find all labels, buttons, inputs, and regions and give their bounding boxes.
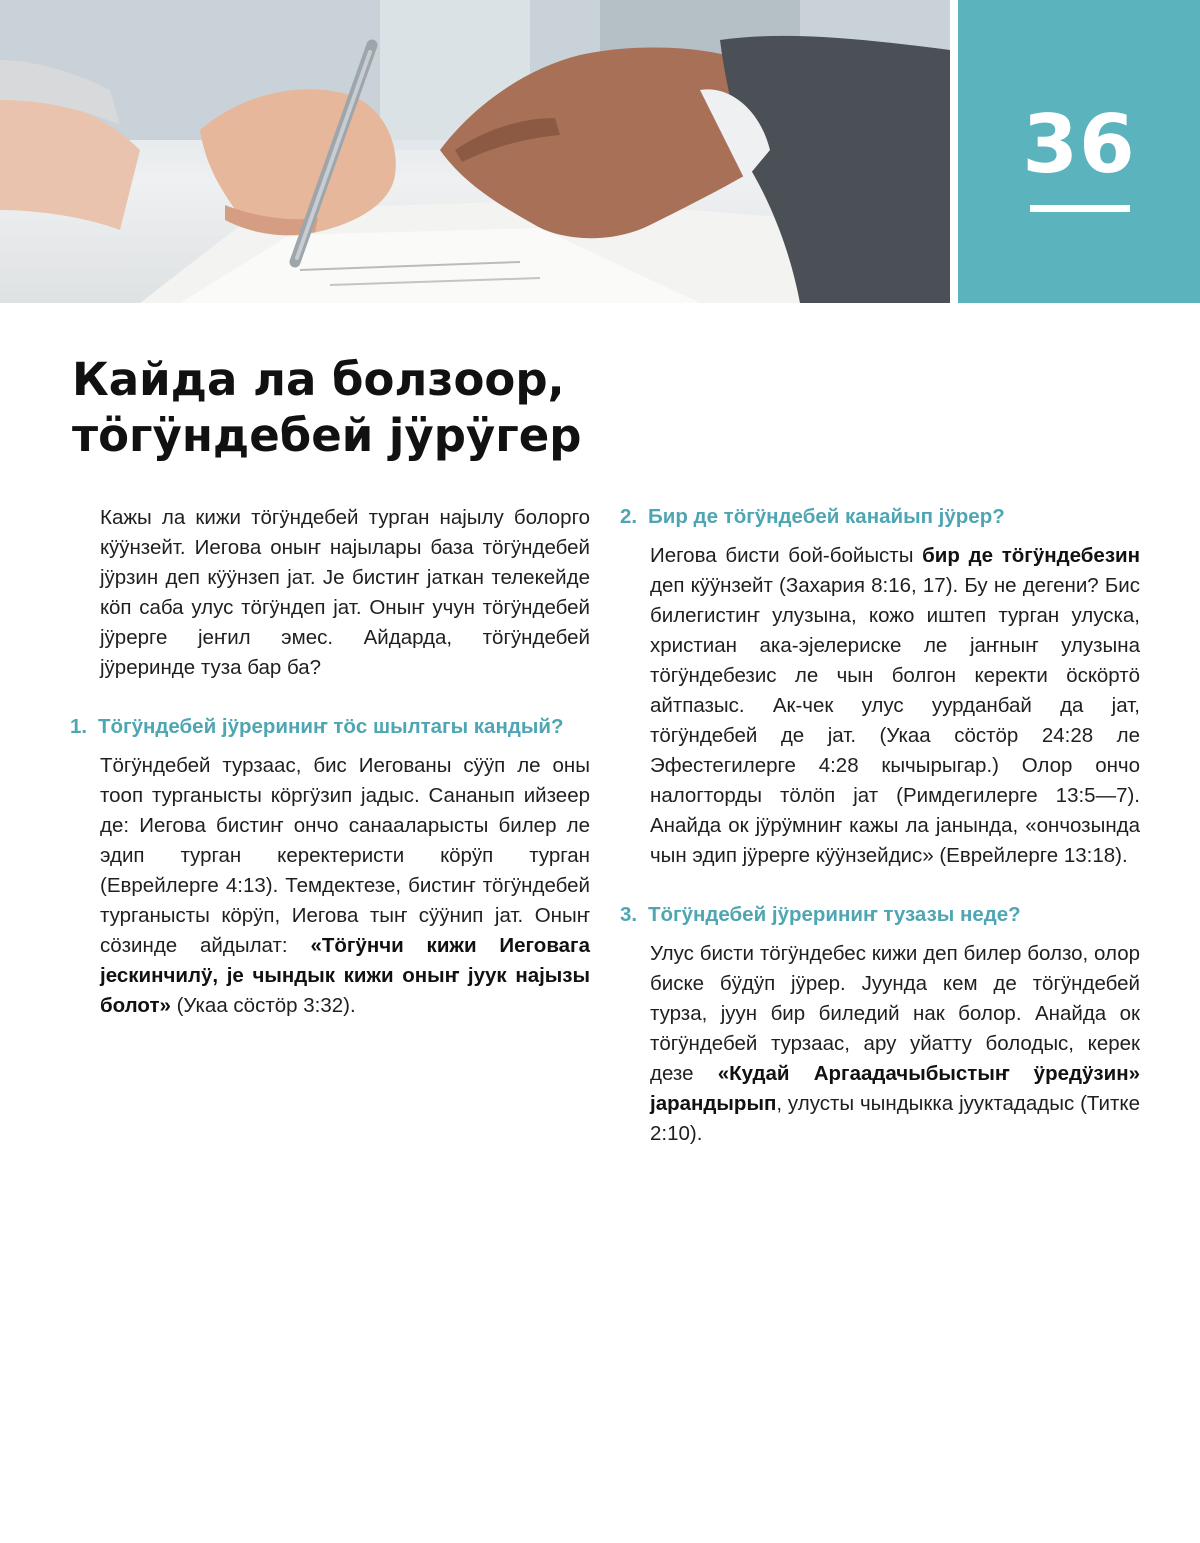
page-title xyxy=(72,352,692,464)
section-1-paragraph xyxy=(70,751,590,1021)
lesson-number-badge xyxy=(958,0,1200,303)
hands-signing-illustration xyxy=(0,0,950,303)
section-3-text-before: Улус бисти тӧгӱндебес кижи деп билер болзо, олор биске бӱдӱп јӱрер. Јуунда кем де тӧгӱндебей турза, јуун бир биледий нак болор. Анайда ок тӧгӱндебей турзаас, ару уйатту болодыс, керек дезе xyxy=(650,942,1140,1085)
section-1-text-after: (Укаа сӧстӧр 3:32). xyxy=(170,994,356,1017)
section-2-bold-phrase: бир де тӧгӱндебезин xyxy=(922,544,1141,567)
section-2-number: 2. xyxy=(620,505,638,528)
section-2-paragraph xyxy=(620,541,1140,871)
section-3-text-after: , улусты чындыкка јууктададыс (Титке 2:10). xyxy=(650,1092,1140,1145)
section-1-number: 1. xyxy=(70,715,88,738)
section-2-text-before: Иегова бисти бой-бойысты xyxy=(650,544,923,567)
title-line-1: Кайда ла болзоор, xyxy=(72,353,565,406)
section-3-number: 3. xyxy=(620,903,638,926)
badge-underline xyxy=(1030,205,1130,212)
section-3-bold-phrase: «Кудай Аргаадачыбыстыҥ ӱредӱзин» јарандырып xyxy=(650,1062,1140,1115)
section-1-question xyxy=(70,713,590,741)
section-3-question xyxy=(620,901,1140,929)
section-1-bold-quote: «Тӧгӱнчи кижи Иеговага јескинчилӱ, је чындык кижи оныҥ јуук најызы болот» xyxy=(100,934,591,1017)
section-2-question-text: Бир де тӧгӱндебей канайып јӱрер? xyxy=(648,505,1005,528)
section-3-paragraph xyxy=(620,939,1140,1149)
section-2-question xyxy=(620,503,1140,531)
lesson-number: 36 xyxy=(1022,98,1136,191)
header-photo xyxy=(0,0,950,303)
section-1-question-text: Тӧгӱндебей јӱрериниҥ тӧс шылтагы кандый? xyxy=(98,715,564,738)
section-3-question-text: Тӧгӱндебей јӱрериниҥ тузазы неде? xyxy=(648,903,1021,926)
left-column xyxy=(70,503,590,1021)
right-column xyxy=(620,503,1140,1149)
title-line-2: тӧгӱндебей јӱрӱгер xyxy=(72,409,582,462)
section-1-text-before: Тӧгӱндебей турзаас, бис Иегованы сӱӱп ле оны тооп турганысты кӧргӱзип јадыс. Сананып ийзеер де: Иегова бистиҥ ончо санааларысты билер ле эдип турган керектеристи кӧрӱп турган (Еврейлерге 4:13). Темдектезе, бистиҥ тӧгӱндебей турганысты кӧрӱп, Иегова тыҥ сӱӱнип јат. Оныҥ сӧзинде айдылат: xyxy=(100,754,590,957)
section-2-text-after: деп кӱӱнзейт (Захария 8:16, 17). Бу не дегени? Бис билегистиҥ улузына, кожо иштеп турган улуска, христиан ака-эјелериске ле јаҥныҥ улузына тӧгӱндебезис ле чын болгон керекти ӧскӧртӧ айтпазыс. Ак-чек улус уурданбай да јат, тӧгӱндебей де јат. (Укаа сӧстӧр 24:28 ле Эфестегилерге 4:28 кычырыгар.) Олор ончо налогторды тӧлӧп јат (Римдегилерге 13:5—7). Анайда ок јӱрӱмниҥ кажы ла јанында, «ончозында чын эдип јӱрерге кӱӱнзейдис» (Еврейлерге 13:18). xyxy=(650,574,1140,867)
intro-paragraph: Кажы ла кижи тӧгӱндебей турган најылу болорго кӱӱнзейт. Иегова оныҥ најылары база тӧгӱндебей јӱрзин деп кӱӱнзеп јат. Је бистиҥ јаткан телекейде кӧп саба улус тӧгӱндеп јат. Оныҥ учун тӧгӱндебей јӱрерге јеҥил эмес. Айдарда, тӧгӱндебей јӱреринде туза бар ба? xyxy=(100,506,590,679)
